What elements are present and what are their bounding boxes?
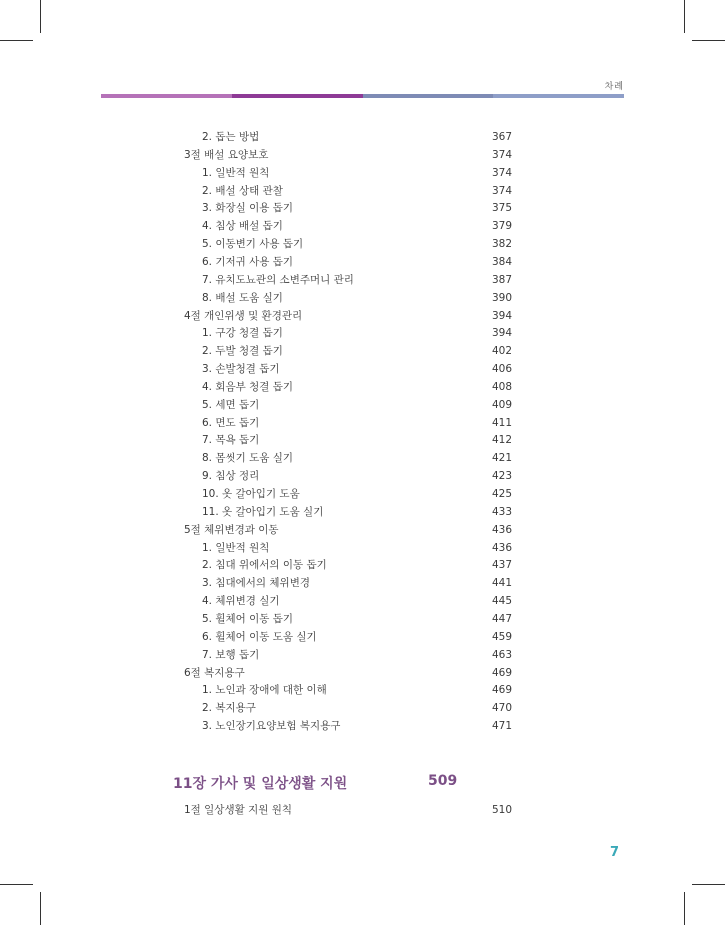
toc-entry-page: 402 xyxy=(491,345,512,358)
toc-entry[interactable] xyxy=(202,628,512,646)
toc-entry-page: 411 xyxy=(491,416,512,429)
toc-entry-title: 1절 일상생활 지원 원칙 xyxy=(184,804,292,816)
toc-entry-title: 1. 일반적 원칙 xyxy=(202,541,270,554)
toc-entry[interactable] xyxy=(184,664,512,682)
toc-entry-page: 469 xyxy=(491,684,512,697)
crop-mark xyxy=(684,0,685,33)
toc-entry[interactable] xyxy=(202,378,512,396)
crop-mark xyxy=(40,0,41,33)
toc-entry-page: 374 xyxy=(491,148,512,161)
toc-entry-page: 437 xyxy=(491,559,512,572)
toc-entry-title: 5절 체위변경과 이동 xyxy=(184,523,279,536)
toc-entry-page: 379 xyxy=(491,220,512,233)
toc-entry[interactable] xyxy=(202,396,512,414)
section-header-label: 차례 xyxy=(604,82,624,92)
toc-entry-title: 6. 휠체어 이동 도움 실기 xyxy=(202,630,317,643)
toc-entry-page: 459 xyxy=(491,630,512,643)
toc-entry-title: 8. 배설 도움 실기 xyxy=(202,291,283,304)
toc-entry[interactable] xyxy=(184,521,512,539)
toc-entry-title: 8. 몸씻기 도움 실기 xyxy=(202,452,294,465)
crop-mark xyxy=(684,892,685,925)
toc-entry-title: 5. 휠체어 이동 돕기 xyxy=(202,612,294,625)
toc-entry-title: 2. 배설 상태 관찰 xyxy=(202,184,283,197)
toc-entry[interactable] xyxy=(202,164,512,182)
toc-entry-page: 384 xyxy=(491,255,512,268)
toc-entry-title: 3. 화장실 이용 돕기 xyxy=(202,202,294,215)
toc-entry-title: 6. 면도 돕기 xyxy=(202,416,260,429)
toc-entry-page: 436 xyxy=(491,523,512,536)
toc-entry-title: 2. 돕는 방법 xyxy=(202,131,260,143)
toc-entry-page: 463 xyxy=(491,648,512,661)
toc-entry-page: 390 xyxy=(491,291,512,304)
toc-entry-page: 425 xyxy=(491,488,512,500)
toc-entry[interactable] xyxy=(184,146,512,164)
toc-entry-page: 375 xyxy=(491,202,512,215)
toc-entry-page: 433 xyxy=(491,505,512,518)
toc-entry[interactable] xyxy=(202,681,512,699)
toc-entry[interactable] xyxy=(202,324,512,342)
toc-entry-page: 387 xyxy=(491,273,512,286)
toc-entry-title: 7. 유치도뇨관의 소변주머니 관리 xyxy=(202,273,354,286)
toc-entry[interactable] xyxy=(202,449,512,467)
toc-entry-page: 374 xyxy=(491,166,512,179)
toc-entry-page: 374 xyxy=(491,184,512,197)
toc-entry-title: 4. 회음부 청결 돕기 xyxy=(202,380,294,393)
color-bar-segment xyxy=(363,94,494,98)
toc-entry-title: 7. 목욕 돕기 xyxy=(202,434,260,447)
toc-entry[interactable] xyxy=(184,307,512,325)
toc-entry-page: 382 xyxy=(491,238,512,251)
toc-entry[interactable] xyxy=(202,253,512,271)
toc-entry-title: 3절 배설 요양보호 xyxy=(184,148,269,161)
toc-entry[interactable] xyxy=(202,342,512,360)
toc-entry[interactable] xyxy=(202,199,512,217)
toc-entry-page: 441 xyxy=(491,577,512,590)
page-number: 7 xyxy=(610,845,620,860)
toc-entry-page: 510 xyxy=(491,804,512,816)
toc-entry-page: 421 xyxy=(491,452,512,465)
toc-entry-page: 469 xyxy=(491,666,512,679)
toc-entry-title: 1. 일반적 원칙 xyxy=(202,166,270,179)
toc-entry-title: 7. 보행 돕기 xyxy=(202,648,260,661)
toc-entry-page: 394 xyxy=(491,309,512,322)
toc-entry[interactable] xyxy=(202,556,512,574)
toc-entry-title: 4. 침상 배설 돕기 xyxy=(202,220,283,233)
toc-entry[interactable] xyxy=(202,414,512,432)
toc-entry-title: 4절 개인위생 및 환경관리 xyxy=(184,309,303,322)
toc-entry-title: 6절 복지용구 xyxy=(184,666,245,679)
toc-entry-title: 4. 체위변경 실기 xyxy=(202,595,280,608)
toc-entry-page: 436 xyxy=(491,541,512,554)
toc-entry[interactable] xyxy=(202,717,512,735)
toc-entry[interactable] xyxy=(202,574,512,592)
color-bar-segment xyxy=(232,94,363,98)
toc-entry[interactable] xyxy=(202,646,512,664)
crop-mark xyxy=(40,892,41,925)
toc-entry-page: 367 xyxy=(491,131,512,143)
toc-entry-title: 3. 침대에서의 체위변경 xyxy=(202,577,310,590)
crop-mark xyxy=(692,40,725,41)
toc-entry-title: 11. 옷 갈아입기 도움 실기 xyxy=(202,505,324,518)
crop-mark xyxy=(692,884,725,885)
toc-entry-title: 1. 노인과 장애에 대한 이해 xyxy=(202,684,327,697)
toc-entry-title: 5. 세면 돕기 xyxy=(202,398,260,411)
toc-entry-page: 423 xyxy=(491,470,512,483)
toc-entry-title: 2. 복지용구 xyxy=(202,702,256,715)
toc-entry-title: 1. 구강 청결 돕기 xyxy=(202,327,283,340)
toc-entry-title: 9. 침상 정리 xyxy=(202,470,260,483)
toc-entry-title: 6. 기저귀 사용 돕기 xyxy=(202,255,294,268)
toc-entry-page: 409 xyxy=(491,398,512,411)
toc-entry[interactable] xyxy=(202,610,512,628)
toc-entry-page: 445 xyxy=(491,595,512,608)
toc-entry-page: 394 xyxy=(491,327,512,340)
toc-entry[interactable] xyxy=(202,235,512,253)
color-bar-segment xyxy=(493,94,624,98)
toc-entry-title: 5. 이동변기 사용 돕기 xyxy=(202,238,304,251)
toc-entry-page: 447 xyxy=(491,612,512,625)
toc-entry-title: 2. 두발 청결 돕기 xyxy=(202,345,283,358)
toc-entry-page: 470 xyxy=(491,702,512,715)
toc-entry[interactable] xyxy=(202,360,512,378)
toc-entry-title: 3. 노인장기요양보험 복지용구 xyxy=(202,720,341,733)
toc-entry-page: 471 xyxy=(491,720,512,733)
toc-entry[interactable] xyxy=(202,128,512,146)
toc-entry[interactable] xyxy=(202,271,512,289)
toc-entry[interactable] xyxy=(202,699,512,717)
toc-entry[interactable] xyxy=(184,801,512,819)
toc-entry-page: 406 xyxy=(491,363,512,376)
toc-entry-title: 2. 침대 위에서의 이동 돕기 xyxy=(202,559,327,572)
toc-entry-title: 3. 손발청결 돕기 xyxy=(202,363,280,376)
crop-mark xyxy=(0,884,33,885)
color-bar-segment xyxy=(101,94,232,98)
chapter-page-number: 509 xyxy=(428,773,458,789)
toc-entry[interactable] xyxy=(202,467,512,485)
toc-entry[interactable] xyxy=(202,539,512,557)
toc-entry-page: 412 xyxy=(491,434,512,447)
toc-entry[interactable] xyxy=(202,592,512,610)
toc-entry[interactable] xyxy=(202,217,512,235)
toc-entry-title: 10. 옷 갈아입기 도움 xyxy=(202,488,300,500)
header-color-bar xyxy=(101,94,624,98)
toc-entry[interactable] xyxy=(202,503,512,521)
toc-entry[interactable] xyxy=(202,485,512,503)
toc-entry[interactable] xyxy=(202,289,512,307)
crop-mark xyxy=(0,40,33,41)
toc-entry-page: 408 xyxy=(491,380,512,393)
toc-entry[interactable] xyxy=(202,182,512,200)
toc-entry[interactable] xyxy=(202,431,512,449)
chapter-title[interactable]: 11장 가사 및 일상생활 지원 xyxy=(173,776,348,792)
